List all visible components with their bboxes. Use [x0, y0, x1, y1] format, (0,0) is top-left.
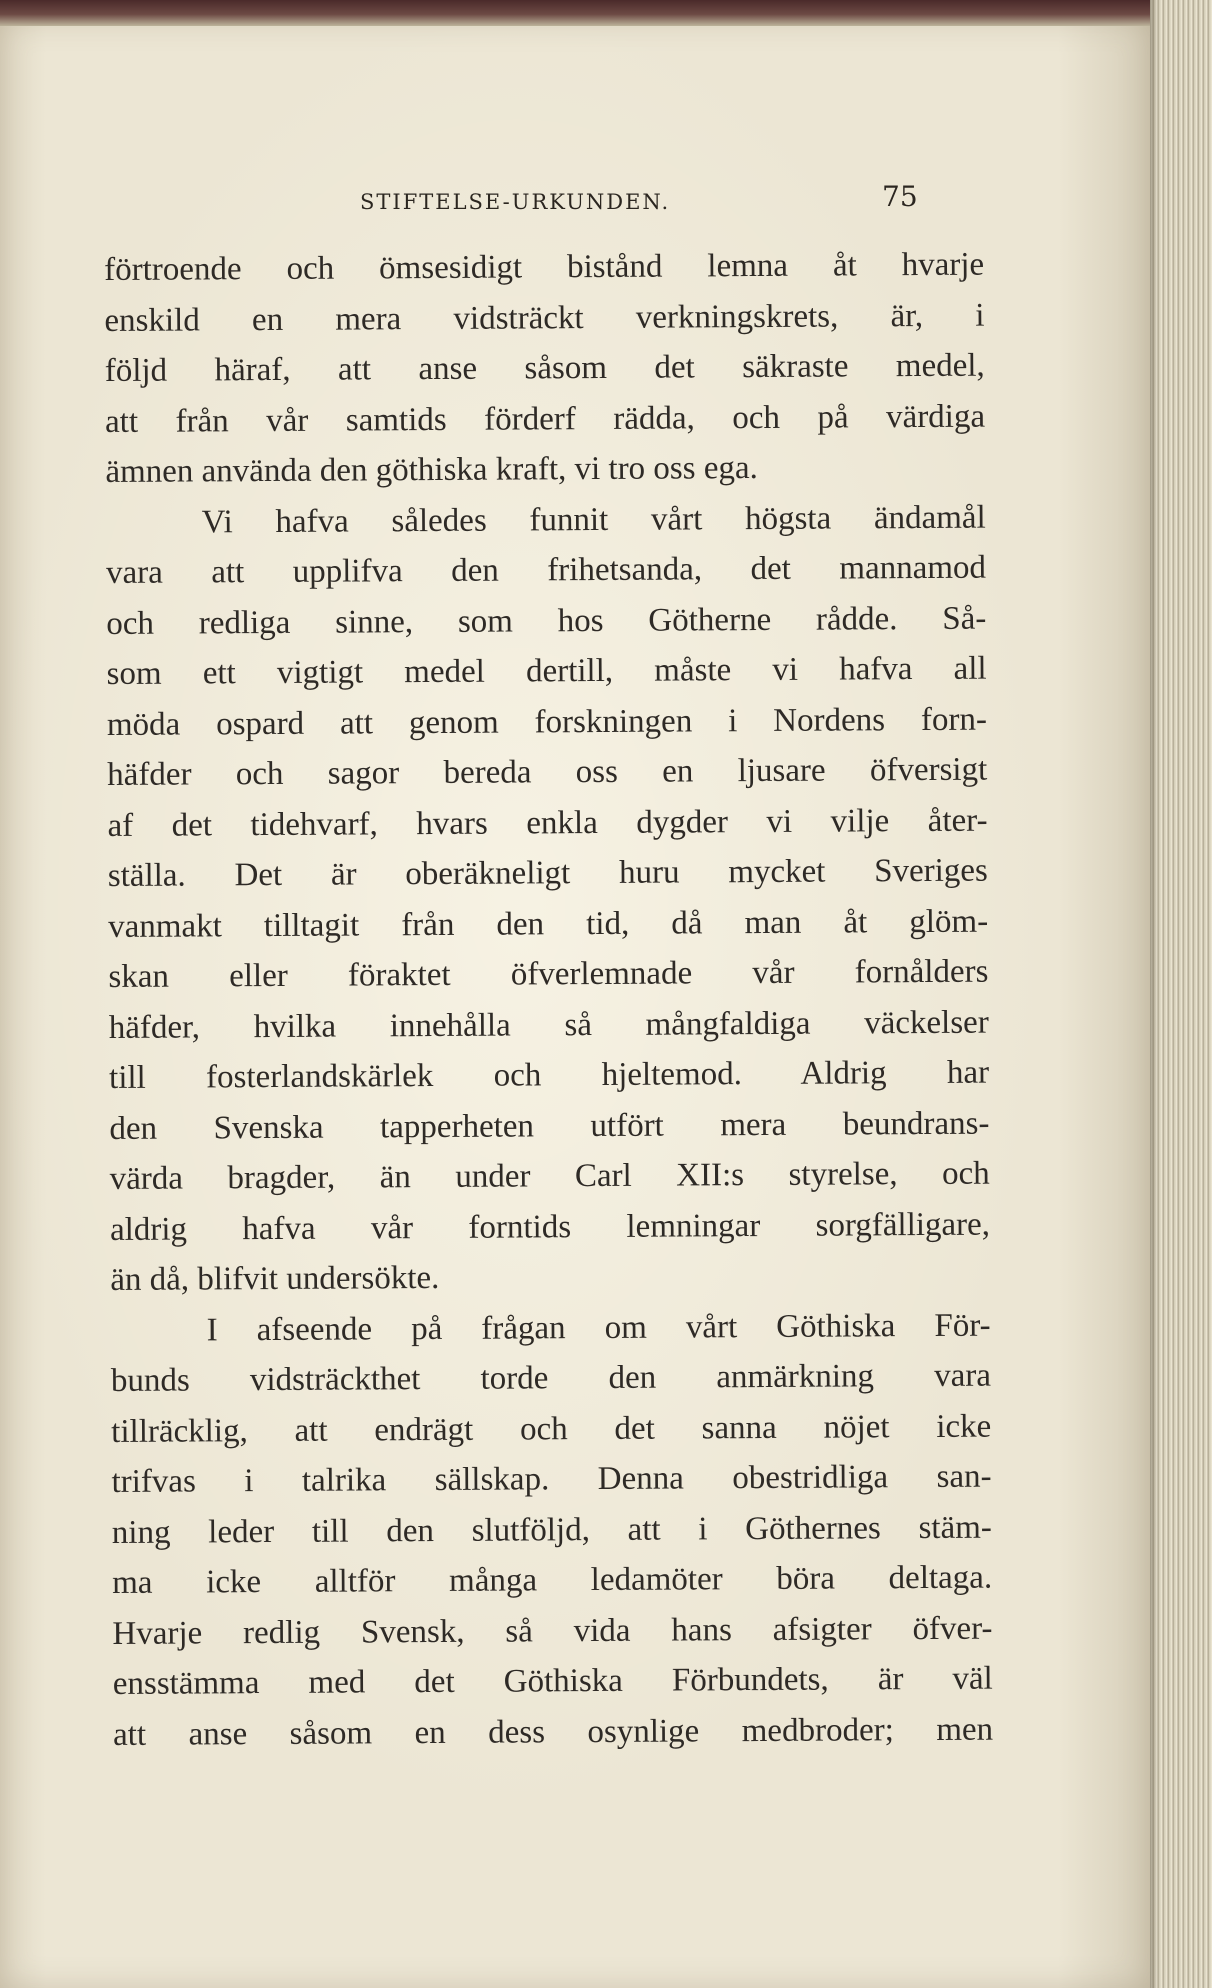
- page-number: 75: [882, 180, 918, 213]
- text-line: och redliga sinne, som hos Götherne rådde. Så-: [106, 600, 987, 642]
- text-line: den Svenska tapperheten utfört mera beundrans-: [109, 1105, 990, 1147]
- text-line: ensstämma med det Göthiska Förbundets, är väl: [112, 1660, 993, 1702]
- text-line: ning leder till den slutföljd, att i Göthernes stäm-: [111, 1509, 992, 1551]
- text-line: ma icke alltför många ledamöter böra deltaga.: [112, 1559, 993, 1601]
- text-line: häfder och sagor bereda oss en ljusare öfversigt: [107, 751, 988, 793]
- running-title: STIFTELSE-URKUNDEN.: [360, 190, 671, 214]
- book-page: [0, 20, 1150, 1988]
- book-top-edge: [0, 0, 1212, 26]
- text-line: möda ospard att genom forskningen i Nordens forn-: [106, 701, 988, 743]
- text-line: enskild en mera vidsträckt verkningskrets, är, i: [104, 297, 985, 339]
- running-head: [0, 170, 1150, 230]
- text-line: Vi hafva således funnit vårt högsta ändamål: [201, 499, 986, 540]
- text-line: tillräcklig, att endrägt och det sanna nöjet icke: [111, 1408, 992, 1450]
- text-line: förtroende och ömsesidigt bistånd lemna åt hvarje: [104, 246, 985, 288]
- page-stack-edge: [1150, 0, 1212, 1988]
- text-line: aldrig hafva vår forntids lemningar sorgfälligare,: [109, 1206, 991, 1248]
- text-line: värda bragder, än under Carl XII:s styrelse, och: [109, 1155, 990, 1197]
- text-line: som ett vigtigt medel dertill, måste vi hafva all: [106, 650, 987, 692]
- text-line: häfder, hvilka innehålla så mångfaldiga väckelser: [108, 1004, 989, 1046]
- text-line: till fosterlandskärlek och hjeltemod. Aldrig har: [108, 1054, 990, 1096]
- text-line: bunds vidsträckthet torde den anmärkning vara: [110, 1357, 992, 1399]
- text-line: vara att upplifva den frihetsanda, det mannamod: [105, 549, 987, 591]
- text-line: ämnen använda den göthiska kraft, vi tro oss ega.: [105, 450, 758, 490]
- text-line: skan eller föraktet öfverlemnade vår fornålders: [108, 953, 989, 995]
- text-line: än då, blifvit undersökte.: [110, 1259, 440, 1298]
- text-line: trifvas i talrika sällskap. Denna obestridliga san-: [111, 1458, 992, 1500]
- text-line: Hvarje redlig Svensk, så vida hans afsigter öfver-: [112, 1610, 993, 1652]
- text-line: I afseende på frågan om vårt Göthiska För-: [206, 1307, 991, 1348]
- text-line: ställa. Det är oberäkneligt huru mycket Sveriges: [107, 852, 988, 894]
- text-line: att från vår samtids förderf rädda, och på värdiga: [104, 398, 986, 440]
- text-line: vanmakt tilltagit från den tid, då man åt glöm-: [108, 903, 989, 945]
- text-line: att anse såsom en dess osynlige medbroder; men: [112, 1711, 994, 1753]
- body-text: [104, 240, 993, 1760]
- text-line: af det tidehvarf, hvars enkla dygder vi vilje åter-: [107, 802, 988, 844]
- text-line: följd häraf, att anse såsom det säkraste medel,: [104, 347, 985, 389]
